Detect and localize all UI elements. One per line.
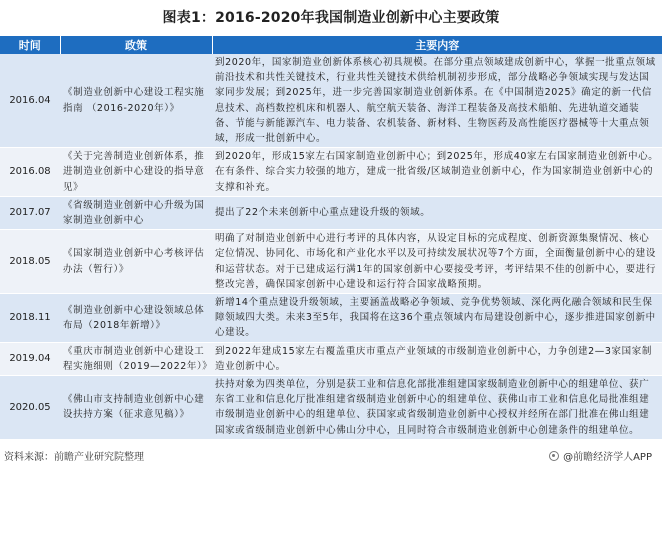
- row-policy: 《佛山市支持制造业创新中心建设扶持方案（征求意见稿）》: [60, 376, 212, 440]
- table-row: [0, 376, 662, 440]
- chart-title: 图表1：2016-2020年我国制造业创新中心主要政策: [162, 10, 500, 26]
- footer: [0, 440, 662, 472]
- table-row: [0, 54, 662, 148]
- source-note: 资料来源：前瞻产业研究院整理: [4, 452, 144, 464]
- table-row: [0, 230, 662, 294]
- row-policy: 《关于完善制造业创新体系，推进制造业创新中心建设的指导意见》: [60, 148, 212, 197]
- header-time: 时间: [0, 36, 60, 54]
- table-row: [0, 294, 662, 343]
- row-content: 到2020年，形成15家左右国家制造业创新中心；到2025年，形成40家左右国家制造业创新中心。在有条件、综合实力较强的地方，建成一批省级/区域制造业创新中心，作为国家制造业创新中心的支撑和补充。: [212, 148, 662, 197]
- row-policy: 《省级制造业创新中心升级为国家制造业创新中心: [60, 196, 212, 229]
- brand-watermark: [549, 448, 652, 463]
- brand-label: @前瞻经济学人APP: [563, 452, 652, 464]
- row-content: 到2020年，国家制造业创新体系核心初具规模。在部分重点领域建成创新中心，掌握一批重点领域前沿技术和共性关键技术，行业共性关键技术供给机制初步形成，部分战略必争领域实现与发达国家同步发展；到2025年，进一步完善国家制造业创新体系。在《中国制造2025》确定的新一代信息技术、高档数控机床和机器人、航空航天装备、海洋工程装备及高技术船舶、先进轨道交通装备、节能与新能源汽车、电力装备、农机装备、新材料、生物医药及高性能医疗器械等十大重点领域，形成一批创新中心。: [212, 54, 662, 148]
- row-content: 扶持对象为四类单位，分别是获工业和信息化部批准组建国家级制造业创新中心的组建单位、获广东省工业和信息化厅批准组建省级制造业创新中心的组建单位、获佛山市工业和信息化局批准组建市级制造业创新中心的组建单位、获国家或省级制造业创新中心授权并经所在部门批准在佛山组建国家或省级制造业创新中心佛山分中心，且同时符合市级制造业创新中心创建条件的组建单位。: [212, 376, 662, 440]
- row-time: 2017.07: [0, 196, 60, 229]
- row-policy: 《国家制造业创新中心考核评估办法（暂行）》: [60, 230, 212, 294]
- row-content: 新增14个重点建设升级领域，主要涵盖战略必争领域、竞争优势领域、深化两化融合领域和民生保障领域四大类。未来3至5年，我国将在这36个重点领域内布局建设创新中心，逐步推进国家创新中心建设。: [212, 294, 662, 343]
- row-content: 明确了对制造业创新中心进行考评的具体内容，从设定目标的完成程度、创新资源集聚情况、核心定位情况、协同化、市场化和产业化水平以及可持续发展状况等7个方面，全面衡量创新中心的建设和运营状态。对于已建成运行满1年的国家创新中心要接受考评，考评结果不佳的创新中心，要进行整改完善，确保国家创新中心建设和运行符合国家战略预期。: [212, 230, 662, 294]
- row-content: 提出了22个未来创新中心重点建设升级的领域。: [212, 196, 662, 229]
- row-time: 2019.04: [0, 342, 60, 375]
- table-row: [0, 196, 662, 229]
- row-time: 2016.08: [0, 148, 60, 197]
- row-time: 2018.11: [0, 294, 60, 343]
- row-time: 2018.05: [0, 230, 60, 294]
- row-time: 2016.04: [0, 54, 60, 148]
- row-policy: 《制造业创新中心建设工程实施指南 （2016-2020年）》: [60, 54, 212, 148]
- header-policy: 政策: [60, 36, 212, 54]
- row-time: 2020.05: [0, 376, 60, 440]
- table-header-row: [0, 36, 662, 54]
- row-content: 到2022年建成15家左右覆盖重庆市重点产业领域的市级制造业创新中心，力争创建2—3家国家制造业创新中心。: [212, 342, 662, 375]
- row-policy: 《制造业创新中心建设领域总体布局（2018年新增）》: [60, 294, 212, 343]
- brand-logo-icon: [549, 451, 559, 461]
- table-row: [0, 342, 662, 375]
- policy-table: [0, 36, 662, 440]
- header-content: 主要内容: [212, 36, 662, 54]
- table-row: [0, 148, 662, 197]
- row-policy: 《重庆市制造业创新中心建设工程实施细则（2019—2022年）》: [60, 342, 212, 375]
